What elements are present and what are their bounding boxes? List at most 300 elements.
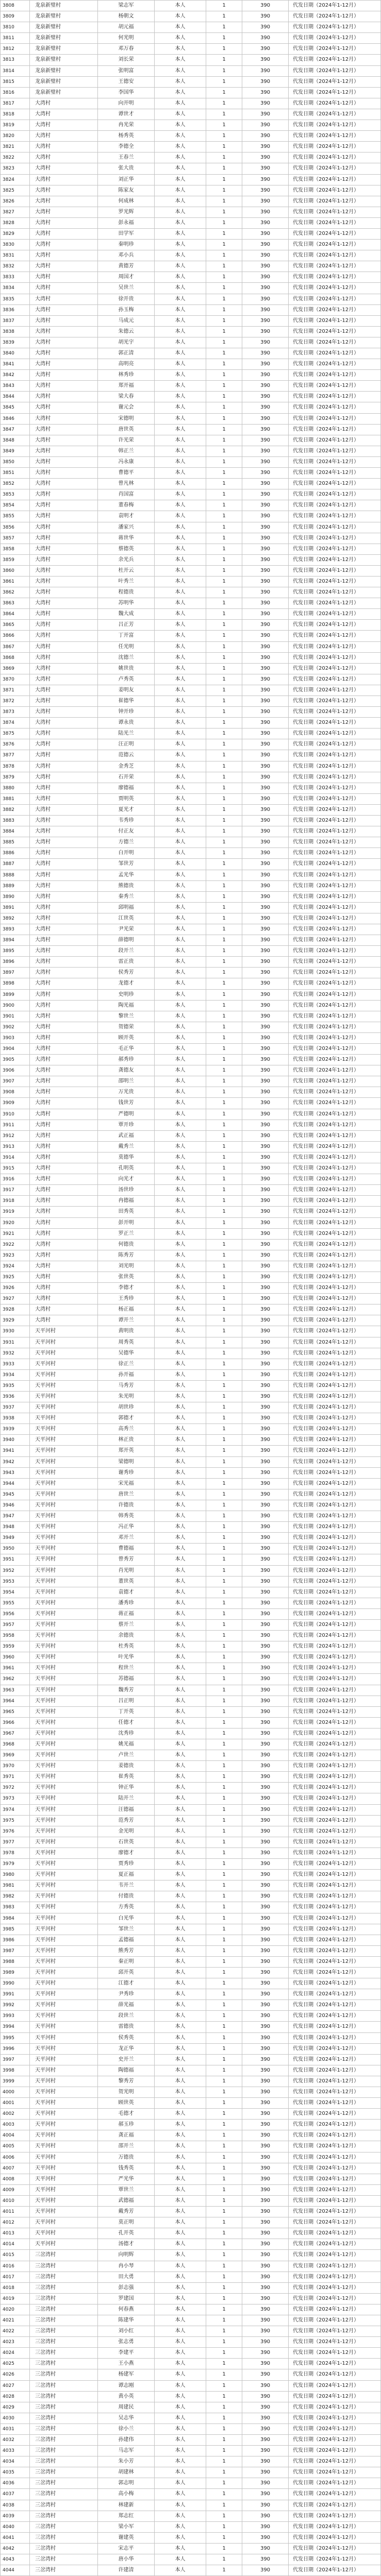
- cell-count: 1: [206, 728, 242, 739]
- cell-serial-number: 3987: [0, 1946, 30, 1956]
- cell-amount: 390: [242, 1837, 289, 1848]
- cell-serial-number: 4023: [0, 2337, 30, 2347]
- cell-person-name: 吴德华: [98, 1348, 155, 1359]
- table-row: [0, 837, 381, 848]
- cell-remark: 代发日期（2024年1-12月）: [289, 152, 381, 163]
- cell-relation: 本人: [155, 707, 206, 717]
- cell-person-name: 张明富: [98, 66, 155, 76]
- cell-relation: 本人: [155, 2326, 206, 2336]
- cell-amount: 390: [242, 98, 289, 109]
- cell-relation: 本人: [155, 2315, 206, 2326]
- table-row: [0, 261, 381, 272]
- cell-person-name: 夏正福: [98, 1870, 155, 1880]
- cell-relation: 本人: [155, 2120, 206, 2130]
- cell-relation: 本人: [155, 294, 206, 304]
- table-row: [0, 2250, 381, 2261]
- cell-remark: 代发日期（2024年1-12月）: [289, 88, 381, 98]
- cell-relation: 本人: [155, 1598, 206, 1608]
- cell-remark: 代发日期（2024年1-12月）: [289, 44, 381, 54]
- cell-person-name: 徐小兰: [98, 2424, 155, 2434]
- cell-count: 1: [206, 2185, 242, 2195]
- table-row: [0, 2500, 381, 2511]
- cell-count: 1: [206, 1696, 242, 1706]
- cell-relation: 本人: [155, 794, 206, 804]
- table-row: [0, 544, 381, 555]
- cell-amount: 390: [242, 653, 289, 663]
- cell-person-name: 罗建国: [98, 2294, 155, 2304]
- cell-count: 1: [206, 2261, 242, 2272]
- cell-serial-number: 3909: [0, 1098, 30, 1108]
- cell-count: 1: [206, 2163, 242, 2174]
- cell-village: 天平河村: [30, 1805, 98, 1815]
- table-row: [0, 446, 381, 457]
- table-row: [0, 33, 381, 44]
- cell-village: 大湾村: [30, 120, 98, 130]
- cell-serial-number: 4033: [0, 2446, 30, 2456]
- table-row: [0, 1001, 381, 1011]
- cell-relation: 本人: [155, 1707, 206, 1717]
- cell-amount: 390: [242, 2304, 289, 2315]
- cell-relation: 本人: [155, 11, 206, 22]
- cell-village: 天平河村: [30, 2141, 98, 2151]
- cell-serial-number: 3963: [0, 1685, 30, 1696]
- cell-remark: 代发日期（2024年1-12月）: [289, 664, 381, 674]
- cell-village: 龙泉新璧村: [30, 1, 98, 11]
- table-row: [0, 2381, 381, 2392]
- cell-count: 1: [206, 2011, 242, 2021]
- cell-village: 三岔湾村: [30, 2369, 98, 2380]
- cell-person-name: 朱小芳: [98, 2456, 155, 2467]
- cell-serial-number: 3838: [0, 327, 30, 337]
- cell-amount: 390: [242, 805, 289, 815]
- cell-count: 1: [206, 2250, 242, 2260]
- cell-amount: 390: [242, 1663, 289, 1673]
- cell-village: 三岔湾村: [30, 2544, 98, 2554]
- cell-remark: 代发日期（2024年1-12月）: [289, 1500, 381, 1511]
- cell-serial-number: 3813: [0, 55, 30, 65]
- cell-village: 天平河村: [30, 2055, 98, 2065]
- cell-person-name: 戴秀芳: [98, 2207, 155, 2217]
- table-row: [0, 327, 381, 337]
- cell-person-name: 孟德福: [98, 1935, 155, 1945]
- cell-remark: 代发日期（2024年1-12月）: [289, 2337, 381, 2347]
- cell-count: 1: [206, 1240, 242, 1250]
- cell-serial-number: 3951: [0, 1554, 30, 1565]
- cell-remark: 代发日期（2024年1-12月）: [289, 1957, 381, 1967]
- cell-village: 大湾村: [30, 566, 98, 576]
- cell-village: 大湾村: [30, 577, 98, 587]
- cell-amount: 390: [242, 1120, 289, 1130]
- cell-count: 1: [206, 1826, 242, 1837]
- cell-serial-number: 3811: [0, 33, 30, 43]
- cell-serial-number: 3904: [0, 1044, 30, 1054]
- cell-amount: 390: [242, 250, 289, 261]
- cell-remark: 代发日期（2024年1-12月）: [289, 2446, 381, 2456]
- cell-person-name: 魏大成: [98, 609, 155, 619]
- cell-village: 天平河村: [30, 1718, 98, 1728]
- cell-remark: 代发日期（2024年1-12月）: [289, 1131, 381, 1141]
- cell-count: 1: [206, 196, 242, 207]
- cell-person-name: 莫德华: [98, 1153, 155, 1163]
- table-row: [0, 1131, 381, 1142]
- cell-village: 龙泉新璧村: [30, 88, 98, 98]
- cell-amount: 390: [242, 2446, 289, 2456]
- table-row: [0, 816, 381, 826]
- cell-remark: 代发日期（2024年1-12月）: [289, 859, 381, 869]
- cell-count: 1: [206, 1772, 242, 1782]
- cell-relation: 本人: [155, 892, 206, 902]
- cell-relation: 本人: [155, 1218, 206, 1228]
- cell-village: 大湾村: [30, 175, 98, 185]
- cell-amount: 390: [242, 990, 289, 1000]
- cell-village: 三岔湾村: [30, 2565, 98, 2575]
- cell-village: 大湾村: [30, 500, 98, 511]
- cell-relation: 本人: [155, 935, 206, 945]
- cell-serial-number: 3862: [0, 587, 30, 598]
- cell-remark: 代发日期（2024年1-12月）: [289, 511, 381, 521]
- cell-person-name: 周建民: [98, 2402, 155, 2413]
- cell-relation: 本人: [155, 1207, 206, 1217]
- table-row: [0, 1098, 381, 1109]
- cell-count: 1: [206, 283, 242, 293]
- cell-remark: 代发日期（2024年1-12月）: [289, 1250, 381, 1261]
- cell-remark: 代发日期（2024年1-12月）: [289, 348, 381, 359]
- cell-remark: 代发日期（2024年1-12月）: [289, 250, 381, 261]
- cell-serial-number: 4009: [0, 2185, 30, 2195]
- cell-remark: 代发日期（2024年1-12月）: [289, 707, 381, 717]
- cell-relation: 本人: [155, 1304, 206, 1315]
- cell-relation: 本人: [155, 2174, 206, 2184]
- cell-count: 1: [206, 2153, 242, 2163]
- cell-amount: 390: [242, 359, 289, 369]
- cell-village: 龙泉新璧村: [30, 11, 98, 22]
- cell-village: 三岔湾村: [30, 2435, 98, 2445]
- cell-serial-number: 3928: [0, 1304, 30, 1315]
- cell-count: 1: [206, 2511, 242, 2521]
- cell-serial-number: 3821: [0, 142, 30, 152]
- cell-village: 三岔湾村: [30, 2326, 98, 2336]
- cell-serial-number: 3941: [0, 1446, 30, 1456]
- cell-serial-number: 3991: [0, 1989, 30, 1999]
- cell-remark: 代发日期（2024年1-12月）: [289, 718, 381, 728]
- cell-serial-number: 4004: [0, 2130, 30, 2141]
- cell-remark: 代发日期（2024年1-12月）: [289, 2174, 381, 2184]
- cell-count: 1: [206, 892, 242, 902]
- cell-remark: 代发日期（2024年1-12月）: [289, 2076, 381, 2087]
- table-row: [0, 1946, 381, 1957]
- cell-amount: 390: [242, 33, 289, 43]
- cell-count: 1: [206, 859, 242, 869]
- cell-count: 1: [206, 1902, 242, 1912]
- cell-amount: 390: [242, 1935, 289, 1945]
- cell-serial-number: 3992: [0, 2000, 30, 2010]
- table-row: [0, 337, 381, 348]
- cell-village: 三岔湾村: [30, 2304, 98, 2315]
- cell-count: 1: [206, 1109, 242, 1120]
- table-row: [0, 1087, 381, 1098]
- cell-person-name: 宋光福: [98, 1479, 155, 1489]
- cell-serial-number: 3834: [0, 283, 30, 293]
- table-row: [0, 696, 381, 707]
- cell-village: 大湾村: [30, 837, 98, 848]
- cell-amount: 390: [242, 1326, 289, 1336]
- cell-relation: 本人: [155, 1315, 206, 1326]
- cell-serial-number: 4029: [0, 2402, 30, 2413]
- cell-remark: 代发日期（2024年1-12月）: [289, 1750, 381, 1760]
- cell-remark: 代发日期（2024年1-12月）: [289, 272, 381, 282]
- cell-remark: 代发日期（2024年1-12月）: [289, 1783, 381, 1793]
- cell-remark: 代发日期（2024年1-12月）: [289, 848, 381, 858]
- cell-village: 大湾村: [30, 1142, 98, 1152]
- cell-village: 大湾村: [30, 435, 98, 446]
- cell-amount: 390: [242, 1641, 289, 1652]
- cell-village: 天平河村: [30, 1337, 98, 1348]
- cell-serial-number: 3812: [0, 44, 30, 54]
- cell-remark: 代发日期（2024年1-12月）: [289, 1153, 381, 1163]
- cell-village: 天平河村: [30, 1913, 98, 1924]
- cell-amount: 390: [242, 1739, 289, 1750]
- cell-serial-number: 3866: [0, 631, 30, 641]
- cell-amount: 390: [242, 1816, 289, 1826]
- cell-serial-number: 3897: [0, 968, 30, 978]
- cell-remark: 代发日期（2024年1-12月）: [289, 1424, 381, 1434]
- cell-serial-number: 3959: [0, 1641, 30, 1652]
- cell-relation: 本人: [155, 2272, 206, 2282]
- cell-serial-number: 3884: [0, 826, 30, 837]
- cell-serial-number: 3891: [0, 903, 30, 913]
- cell-count: 1: [206, 1196, 242, 1206]
- cell-village: 三岔湾村: [30, 2554, 98, 2565]
- cell-village: 大湾村: [30, 327, 98, 337]
- cell-relation: 本人: [155, 1674, 206, 1684]
- cell-count: 1: [206, 1011, 242, 1022]
- cell-relation: 本人: [155, 1337, 206, 1348]
- table-row: [0, 1935, 381, 1946]
- cell-village: 大湾村: [30, 240, 98, 250]
- cell-amount: 390: [242, 66, 289, 76]
- cell-relation: 本人: [155, 544, 206, 554]
- table-row: [0, 2261, 381, 2272]
- cell-serial-number: 3965: [0, 1707, 30, 1717]
- cell-count: 1: [206, 1837, 242, 1848]
- cell-relation: 本人: [155, 1957, 206, 1967]
- cell-serial-number: 3815: [0, 77, 30, 87]
- cell-amount: 390: [242, 2076, 289, 2087]
- cell-serial-number: 3861: [0, 577, 30, 587]
- cell-count: 1: [206, 837, 242, 848]
- cell-relation: 本人: [155, 1359, 206, 1369]
- cell-person-name: 余德贵: [98, 1631, 155, 1641]
- cell-remark: 代发日期（2024年1-12月）: [289, 1663, 381, 1673]
- cell-count: 1: [206, 44, 242, 54]
- cell-relation: 本人: [155, 500, 206, 511]
- cell-relation: 本人: [155, 1946, 206, 1956]
- cell-relation: 本人: [155, 1696, 206, 1706]
- cell-person-name: 邹世芳: [98, 859, 155, 869]
- cell-remark: 代发日期（2024年1-12月）: [289, 544, 381, 554]
- cell-remark: 代发日期（2024年1-12月）: [289, 1848, 381, 1858]
- cell-serial-number: 3852: [0, 479, 30, 489]
- cell-amount: 390: [242, 968, 289, 978]
- cell-amount: 390: [242, 425, 289, 435]
- cell-relation: 本人: [155, 1566, 206, 1576]
- cell-relation: 本人: [155, 903, 206, 913]
- cell-person-name: 廖德福: [98, 783, 155, 793]
- cell-amount: 390: [242, 1577, 289, 1587]
- cell-village: 天平河村: [30, 1392, 98, 1402]
- table-row: [0, 1566, 381, 1577]
- cell-serial-number: 3944: [0, 1479, 30, 1489]
- cell-relation: 本人: [155, 1424, 206, 1434]
- cell-serial-number: 3931: [0, 1337, 30, 1348]
- cell-count: 1: [206, 1337, 242, 1348]
- table-row: [0, 946, 381, 957]
- cell-amount: 390: [242, 131, 289, 141]
- cell-amount: 390: [242, 555, 289, 565]
- cell-amount: 390: [242, 392, 289, 402]
- cell-relation: 本人: [155, 1761, 206, 1771]
- cell-village: 大湾村: [30, 935, 98, 945]
- cell-relation: 本人: [155, 88, 206, 98]
- table-row: [0, 2239, 381, 2250]
- table-row: [0, 881, 381, 892]
- cell-amount: 390: [242, 2228, 289, 2239]
- table-row: [0, 305, 381, 316]
- cell-serial-number: 3819: [0, 120, 30, 130]
- cell-village: 大湾村: [30, 402, 98, 413]
- cell-serial-number: 3825: [0, 185, 30, 196]
- cell-remark: 代发日期（2024年1-12月）: [289, 185, 381, 196]
- cell-relation: 本人: [155, 457, 206, 467]
- cell-serial-number: 3918: [0, 1196, 30, 1206]
- cell-village: 大湾村: [30, 555, 98, 565]
- table-row: [0, 1033, 381, 1044]
- cell-serial-number: 4011: [0, 2207, 30, 2217]
- cell-remark: 代发日期（2024年1-12月）: [289, 2196, 381, 2206]
- cell-serial-number: 3827: [0, 207, 30, 217]
- cell-serial-number: 3930: [0, 1326, 30, 1336]
- table-row: [0, 2217, 381, 2228]
- cell-amount: 390: [242, 728, 289, 739]
- cell-serial-number: 3993: [0, 2011, 30, 2021]
- cell-village: 大湾村: [30, 479, 98, 489]
- cell-count: 1: [206, 435, 242, 446]
- cell-count: 1: [206, 479, 242, 489]
- cell-relation: 本人: [155, 2076, 206, 2087]
- cell-count: 1: [206, 1044, 242, 1054]
- cell-count: 1: [206, 2120, 242, 2130]
- cell-serial-number: 3980: [0, 1870, 30, 1880]
- cell-serial-number: 3968: [0, 1739, 30, 1750]
- cell-village: 大湾村: [30, 761, 98, 772]
- cell-count: 1: [206, 327, 242, 337]
- cell-relation: 本人: [155, 1185, 206, 1195]
- table-row: [0, 414, 381, 425]
- cell-serial-number: 3899: [0, 990, 30, 1000]
- cell-serial-number: 3926: [0, 1283, 30, 1293]
- cell-relation: 本人: [155, 1968, 206, 1978]
- table-row: [0, 2076, 381, 2087]
- cell-serial-number: 3955: [0, 1598, 30, 1608]
- cell-village: 天平河村: [30, 1326, 98, 1336]
- cell-person-name: 冯正华: [98, 1522, 155, 1532]
- cell-remark: 代发日期（2024年1-12月）: [289, 120, 381, 130]
- cell-remark: 代发日期（2024年1-12月）: [289, 142, 381, 152]
- cell-serial-number: 3927: [0, 1294, 30, 1304]
- cell-relation: 本人: [155, 240, 206, 250]
- cell-person-name: 丁开英: [98, 1707, 155, 1717]
- cell-village: 大湾村: [30, 283, 98, 293]
- cell-relation: 本人: [155, 250, 206, 261]
- table-row: [0, 1435, 381, 1446]
- cell-serial-number: 3875: [0, 728, 30, 739]
- cell-serial-number: 3826: [0, 196, 30, 207]
- cell-person-name: 曾秀芳: [98, 1554, 155, 1565]
- cell-relation: 本人: [155, 1283, 206, 1293]
- table-row: [0, 2413, 381, 2424]
- cell-village: 天平河村: [30, 1577, 98, 1587]
- cell-relation: 本人: [155, 1587, 206, 1598]
- cell-relation: 本人: [155, 2337, 206, 2347]
- cell-village: 大湾村: [30, 1120, 98, 1130]
- cell-remark: 代发日期（2024年1-12月）: [289, 98, 381, 109]
- cell-remark: 代发日期（2024年1-12月）: [289, 2011, 381, 2021]
- table-row: [0, 2522, 381, 2533]
- cell-serial-number: 3976: [0, 1826, 30, 1837]
- cell-count: 1: [206, 2055, 242, 2065]
- cell-relation: 本人: [155, 555, 206, 565]
- cell-serial-number: 4005: [0, 2141, 30, 2151]
- cell-person-name: 覃世兰: [98, 2185, 155, 2195]
- cell-count: 1: [206, 1435, 242, 1445]
- cell-amount: 390: [242, 598, 289, 608]
- cell-serial-number: 3881: [0, 794, 30, 804]
- cell-remark: 代发日期（2024年1-12月）: [289, 2533, 381, 2543]
- cell-amount: 390: [242, 1859, 289, 1869]
- cell-count: 1: [206, 609, 242, 619]
- cell-remark: 代发日期（2024年1-12月）: [289, 2228, 381, 2239]
- cell-person-name: 张志勇: [98, 2337, 155, 2347]
- cell-amount: 390: [242, 707, 289, 717]
- cell-person-name: 邓开兰: [98, 1533, 155, 1543]
- table-row: [0, 1240, 381, 1250]
- cell-person-name: 贺光明: [98, 2087, 155, 2097]
- table-row: [0, 718, 381, 728]
- cell-relation: 本人: [155, 2087, 206, 2097]
- cell-count: 1: [206, 805, 242, 815]
- cell-amount: 390: [242, 1153, 289, 1163]
- cell-serial-number: 3808: [0, 1, 30, 11]
- cell-relation: 本人: [155, 2456, 206, 2467]
- cell-remark: 代发日期（2024年1-12月）: [289, 1859, 381, 1869]
- table-row: [0, 1522, 381, 1533]
- cell-village: 天平河村: [30, 1935, 98, 1945]
- cell-serial-number: 3893: [0, 924, 30, 935]
- cell-village: 大湾村: [30, 207, 98, 217]
- cell-person-name: 韦秀珍: [98, 816, 155, 826]
- cell-amount: 390: [242, 337, 289, 348]
- cell-relation: 本人: [155, 446, 206, 456]
- table-row: [0, 1957, 381, 1968]
- cell-remark: 代发日期（2024年1-12月）: [289, 1435, 381, 1445]
- table-row: [0, 294, 381, 305]
- table-row: [0, 2544, 381, 2554]
- cell-remark: 代发日期（2024年1-12月）: [289, 1098, 381, 1108]
- cell-village: 大湾村: [30, 381, 98, 391]
- cell-count: 1: [206, 2239, 242, 2249]
- cell-count: 1: [206, 2196, 242, 2206]
- cell-amount: 390: [242, 903, 289, 913]
